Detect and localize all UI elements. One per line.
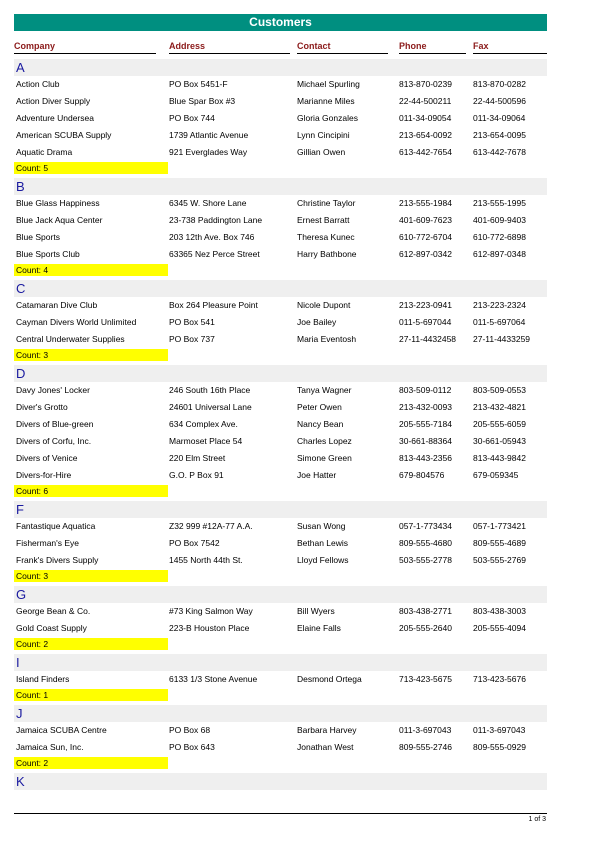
table-row: [14, 450, 547, 467]
phone-cell: 011-5-697044: [399, 317, 452, 327]
group-count: Count: 3: [14, 570, 168, 582]
group-letter: I: [14, 654, 547, 671]
group-section: [14, 178, 547, 276]
phone-cell: 30-661-88364: [399, 436, 452, 446]
phone-cell: 213-223-0941: [399, 300, 452, 310]
phone-cell: 213-654-0092: [399, 130, 452, 140]
table-row: [14, 722, 547, 739]
phone-cell: 011-34-09054: [399, 113, 452, 123]
phone-cell: 27-11-4432458: [399, 334, 457, 344]
company-cell: Davy Jones' Locker: [16, 385, 90, 395]
group-section: [14, 705, 547, 769]
fax-cell: 30-661-05943: [473, 436, 526, 446]
phone-cell: 205-555-2640: [399, 623, 452, 633]
address-cell: 1455 North 44th St.: [169, 555, 243, 565]
table-row: [14, 127, 547, 144]
group-section: [14, 365, 547, 497]
contact-cell: Bethan Lewis: [297, 538, 349, 548]
company-cell: Fisherman's Eye: [16, 538, 80, 548]
table-row: [14, 110, 547, 127]
table-row: [14, 433, 547, 450]
company-cell: Blue Sports: [16, 232, 60, 242]
company-cell: Action Club: [16, 79, 60, 89]
phone-cell: 813-870-0239: [399, 79, 452, 89]
contact-cell: Desmond Ortega: [297, 674, 362, 684]
address-cell: 203 12th Ave. Box 746: [169, 232, 255, 242]
address-cell: PO Box 737: [169, 334, 215, 344]
phone-cell: 679-804576: [399, 470, 445, 480]
fax-cell: 613-442-7678: [473, 147, 526, 157]
address-cell: Z32 999 #12A-77 A.A.: [169, 521, 253, 531]
fax-cell: 401-609-9403: [473, 215, 526, 225]
phone-cell: 610-772-6704: [399, 232, 452, 242]
fax-cell: 057-1-773421: [473, 521, 526, 531]
header-address: Address: [169, 40, 290, 54]
header-phone: Phone: [399, 40, 466, 54]
phone-cell: 401-609-7623: [399, 215, 452, 225]
table-row: [14, 535, 547, 552]
company-cell: American SCUBA Supply: [16, 130, 112, 140]
address-cell: 6133 1/3 Stone Avenue: [169, 674, 258, 684]
table-row: [14, 93, 547, 110]
group-letter: C: [14, 280, 547, 297]
group-letter: K: [14, 773, 547, 790]
contact-cell: Lynn Cincipini: [297, 130, 350, 140]
group-letter: D: [14, 365, 547, 382]
address-cell: 246 South 16th Place: [169, 385, 251, 395]
company-cell: Blue Jack Aqua Center: [16, 215, 103, 225]
table-row: [14, 331, 547, 348]
contact-cell: Peter Owen: [297, 402, 342, 412]
group-section: [14, 654, 547, 701]
table-row: [14, 399, 547, 416]
header-company: Company: [14, 40, 156, 54]
fax-cell: 803-509-0553: [473, 385, 526, 395]
fax-cell: 679-059345: [473, 470, 519, 480]
address-cell: 63365 Nez Perce Street: [169, 249, 260, 259]
fax-cell: 011-34-09064: [473, 113, 526, 123]
group-section: [14, 773, 547, 790]
group-section: [14, 280, 547, 361]
table-row: [14, 382, 547, 399]
fax-cell: 27-11-4433259: [473, 334, 531, 344]
phone-cell: 213-432-0093: [399, 402, 452, 412]
fax-cell: 213-555-1995: [473, 198, 526, 208]
contact-cell: Lloyd Fellows: [297, 555, 349, 565]
contact-cell: Jonathan West: [297, 742, 354, 752]
contact-cell: Simone Green: [297, 453, 352, 463]
table-row: [14, 416, 547, 433]
phone-cell: 612-897-0342: [399, 249, 452, 259]
page-number: 1 of 3: [528, 816, 546, 823]
fax-cell: 213-432-4821: [473, 402, 526, 412]
table-row: [14, 671, 547, 688]
contact-cell: Christine Taylor: [297, 198, 356, 208]
company-cell: Divers-for-Hire: [16, 470, 72, 480]
table-row: [14, 195, 547, 212]
company-cell: Divers of Blue-green: [16, 419, 94, 429]
contact-cell: Joe Hatter: [297, 470, 337, 480]
fax-cell: 503-555-2769: [473, 555, 526, 565]
address-cell: PO Box 68: [169, 725, 211, 735]
address-cell: PO Box 744: [169, 113, 215, 123]
table-row: [14, 76, 547, 93]
phone-cell: 809-555-4680: [399, 538, 452, 548]
contact-cell: Ernest Barratt: [297, 215, 350, 225]
fax-cell: 809-555-4689: [473, 538, 526, 548]
company-cell: Island Finders: [16, 674, 70, 684]
group-count: Count: 3: [14, 349, 168, 361]
company-cell: Frank's Divers Supply: [16, 555, 99, 565]
company-cell: Fantastique Aquatica: [16, 521, 96, 531]
table-row: [14, 212, 547, 229]
group-letter: J: [14, 705, 547, 722]
address-cell: PO Box 5451-F: [169, 79, 228, 89]
address-cell: 24601 Universal Lane: [169, 402, 252, 412]
fax-cell: 011-3-697043: [473, 725, 526, 735]
address-cell: PO Box 643: [169, 742, 215, 752]
address-cell: G.O. P Box 91: [169, 470, 224, 480]
company-cell: Divers of Corfu, Inc.: [16, 436, 92, 446]
group-count: Count: 2: [14, 638, 168, 650]
phone-cell: 057-1-773434: [399, 521, 452, 531]
phone-cell: 22-44-500211: [399, 96, 452, 106]
address-cell: Box 264 Pleasure Point: [169, 300, 258, 310]
company-cell: George Bean & Co.: [16, 606, 91, 616]
fax-cell: 803-438-3003: [473, 606, 526, 616]
fax-cell: 22-44-500596: [473, 96, 526, 106]
header-fax: Fax: [473, 40, 547, 54]
address-cell: 1739 Atlantic Avenue: [169, 130, 249, 140]
group-letter: B: [14, 178, 547, 195]
contact-cell: Michael Spurling: [297, 79, 360, 89]
group-section: [14, 59, 547, 174]
address-cell: PO Box 541: [169, 317, 215, 327]
group-count: Count: 5: [14, 162, 168, 174]
group-letter: A: [14, 59, 547, 76]
company-cell: Adventure Undersea: [16, 113, 94, 123]
address-cell: Marmoset Place 54: [169, 436, 243, 446]
company-cell: Blue Sports Club: [16, 249, 80, 259]
contact-cell: Maria Eventosh: [297, 334, 357, 344]
fax-cell: 205-555-6059: [473, 419, 526, 429]
phone-cell: 803-438-2771: [399, 606, 452, 616]
table-row: [14, 603, 547, 620]
contact-cell: Nicole Dupont: [297, 300, 351, 310]
fax-cell: 011-5-697064: [473, 317, 526, 327]
table-row: [14, 518, 547, 535]
report-title: Customers: [14, 14, 547, 31]
company-cell: Central Underwater Supplies: [16, 334, 125, 344]
contact-cell: Charles Lopez: [297, 436, 352, 446]
column-headers: [14, 40, 547, 54]
phone-cell: 503-555-2778: [399, 555, 452, 565]
contact-cell: Elaine Falls: [297, 623, 341, 633]
contact-cell: Bill Wyers: [297, 606, 335, 616]
phone-cell: 809-555-2746: [399, 742, 452, 752]
address-cell: 223-B Houston Place: [169, 623, 250, 633]
fax-cell: 205-555-4094: [473, 623, 526, 633]
fax-cell: 612-897-0348: [473, 249, 526, 259]
phone-cell: 713-423-5675: [399, 674, 452, 684]
phone-cell: 011-3-697043: [399, 725, 452, 735]
company-cell: Jamaica SCUBA Centre: [16, 725, 107, 735]
address-cell: 6345 W. Shore Lane: [169, 198, 247, 208]
contact-cell: Gloria Gonzales: [297, 113, 358, 123]
group-section: [14, 501, 547, 582]
table-row: [14, 467, 547, 484]
fax-cell: 213-223-2324: [473, 300, 526, 310]
company-cell: Divers of Venice: [16, 453, 78, 463]
address-cell: 220 Elm Street: [169, 453, 226, 463]
table-row: [14, 246, 547, 263]
footer-divider: [14, 813, 547, 814]
group-letter: F: [14, 501, 547, 518]
group-section: [14, 586, 547, 650]
company-cell: Jamaica Sun, Inc.: [16, 742, 84, 752]
group-letter: G: [14, 586, 547, 603]
header-contact: Contact: [297, 40, 388, 54]
address-cell: PO Box 7542: [169, 538, 220, 548]
company-cell: Aquatic Drama: [16, 147, 73, 157]
phone-cell: 613-442-7654: [399, 147, 452, 157]
table-row: [14, 314, 547, 331]
contact-cell: Nancy Bean: [297, 419, 344, 429]
contact-cell: Marianne Miles: [297, 96, 355, 106]
address-cell: 23-738 Paddington Lane: [169, 215, 263, 225]
address-cell: 921 Everglades Way: [169, 147, 248, 157]
company-cell: Blue Glass Happiness: [16, 198, 100, 208]
fax-cell: 813-443-9842: [473, 453, 526, 463]
table-row: [14, 297, 547, 314]
fax-cell: 713-423-5676: [473, 674, 526, 684]
contact-cell: Theresa Kunec: [297, 232, 355, 242]
company-cell: Diver's Grotto: [16, 402, 68, 412]
table-row: [14, 144, 547, 161]
contact-cell: Tanya Wagner: [297, 385, 352, 395]
phone-cell: 213-555-1984: [399, 198, 452, 208]
fax-cell: 809-555-0929: [473, 742, 526, 752]
contact-cell: Barbara Harvey: [297, 725, 357, 735]
group-count: Count: 4: [14, 264, 168, 276]
group-count: Count: 2: [14, 757, 168, 769]
table-row: [14, 229, 547, 246]
company-cell: Action Diver Supply: [16, 96, 91, 106]
group-count: Count: 6: [14, 485, 168, 497]
address-cell: 634 Complex Ave.: [169, 419, 238, 429]
contact-cell: Susan Wong: [297, 521, 346, 531]
fax-cell: 813-870-0282: [473, 79, 526, 89]
fax-cell: 213-654-0095: [473, 130, 526, 140]
contact-cell: Harry Bathbone: [297, 249, 357, 259]
phone-cell: 803-509-0112: [399, 385, 452, 395]
group-count: Count: 1: [14, 689, 168, 701]
customer-groups: [14, 59, 547, 790]
contact-cell: Joe Bailey: [297, 317, 337, 327]
table-row: [14, 739, 547, 756]
address-cell: Blue Spar Box #3: [169, 96, 236, 106]
company-cell: Catamaran Dive Club: [16, 300, 98, 310]
table-row: [14, 620, 547, 637]
phone-cell: 813-443-2356: [399, 453, 452, 463]
company-cell: Gold Coast Supply: [16, 623, 87, 633]
fax-cell: 610-772-6898: [473, 232, 526, 242]
phone-cell: 205-555-7184: [399, 419, 452, 429]
table-row: [14, 552, 547, 569]
contact-cell: Gillian Owen: [297, 147, 346, 157]
company-cell: Cayman Divers World Unlimited: [16, 317, 137, 327]
address-cell: #73 King Salmon Way: [169, 606, 253, 616]
